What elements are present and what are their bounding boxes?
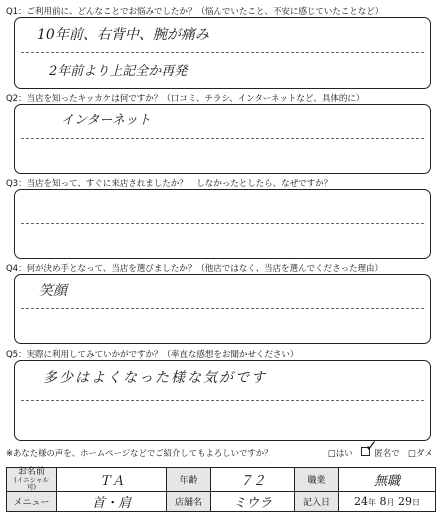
age-value[interactable]: ７２ <box>211 468 295 492</box>
date-month: 8 <box>379 495 387 508</box>
name-label-cell <box>7 468 57 492</box>
q5-label: Q5：実際に利用してみていかがですか？（率直な感想をお聞かせください） <box>6 350 299 360</box>
info-table <box>6 467 436 512</box>
date-unit-year: 年 <box>368 498 376 507</box>
menu-label: メニュー <box>7 492 57 512</box>
q2-rule <box>21 138 424 139</box>
date-unit-month: 月 <box>386 498 395 507</box>
consent-check-mark: ✓ <box>365 437 378 455</box>
date-unit-day: 日 <box>412 498 420 507</box>
date-day: 29 <box>398 495 412 508</box>
consent-option-yes[interactable]: □はい <box>328 448 353 458</box>
q3-rule <box>21 223 424 224</box>
q2-answer-line-1: インターネット <box>61 113 151 128</box>
q4-answer-line-1: 笑顔 <box>39 283 67 299</box>
job-label: 職業 <box>295 468 339 492</box>
q5-answer-box[interactable] <box>14 360 431 441</box>
info-row-1 <box>7 468 436 492</box>
q1-answer-line-2: 2年前より上記全か再発 <box>49 64 188 79</box>
shop-label: 店舗名 <box>167 492 211 512</box>
date-year: 24 <box>354 495 368 508</box>
q5-rule <box>21 400 424 401</box>
q1-label: Q1：ご利用前に、どんなことでお悩みでしたか？（悩んでいたこと、不安に感じていたことなど） <box>6 7 384 17</box>
q3-label: Q3：当店を知って、すぐに来店されましたか？ しなかったとしたら、なぜですか？ <box>6 179 333 189</box>
q1-answer-line-1: 10年前、右背中、腕が痛み <box>37 27 209 43</box>
job-value[interactable]: 無職 <box>339 468 436 492</box>
consent-question: ※あなた様の声を、ホームページなどでご紹介してもよろしいですか？ <box>6 448 273 458</box>
date-value[interactable] <box>339 492 436 512</box>
menu-value[interactable]: 首・肩 <box>57 492 167 512</box>
consent-anonymous-label: 匿名で <box>374 448 400 458</box>
q1-rule <box>21 52 424 53</box>
age-label: 年齢 <box>167 468 211 492</box>
q4-label: Q4：何が決め手となって、当店を選びましたか？（他店ではなく、当店を選んでくださった理由） <box>6 264 383 274</box>
info-row-2 <box>7 492 436 512</box>
q2-answer-box[interactable] <box>14 104 431 174</box>
name-value[interactable]: ＴＡ <box>57 468 167 492</box>
q4-rule <box>21 308 424 309</box>
q3-answer-box[interactable] <box>14 189 431 259</box>
name-label-note: (イニシャル可) <box>14 476 49 491</box>
consent-option-no[interactable]: □ダメ <box>408 448 433 458</box>
q4-answer-box[interactable] <box>14 274 431 344</box>
name-label: お名前 <box>17 467 45 477</box>
shop-value[interactable]: ミウラ <box>211 492 295 512</box>
q1-answer-box[interactable] <box>14 17 431 89</box>
date-label: 記入日 <box>295 492 339 512</box>
q5-answer-line-1: 多少はよくなった様な気がです <box>43 370 267 386</box>
q2-label: Q2：当店を知ったキッカケは何ですか？（口コミ、チラシ、インターネットなど、具体的に） <box>6 94 365 104</box>
